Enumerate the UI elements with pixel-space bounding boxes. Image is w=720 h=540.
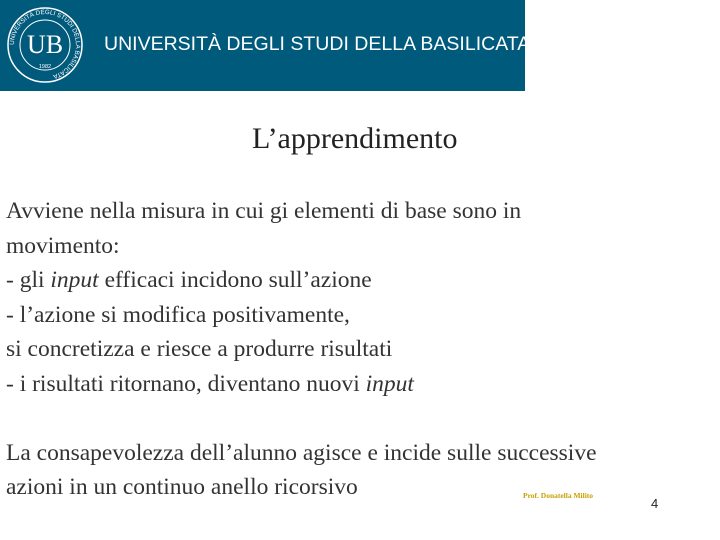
body-line: - gli input efficaci incidono sull’azione (6, 267, 372, 293)
body-line: Avviene nella misura in cui gi elementi di base sono in (6, 198, 522, 224)
author-credit: Prof. Donatella Milito (523, 491, 594, 500)
body-line: azioni in un continuo anello ricorsivo (6, 474, 358, 500)
university-name: UNIVERSITÀ DEGLI STUDI DELLA BASILICATA (104, 33, 531, 55)
slide-title: L’apprendimento (252, 122, 458, 155)
university-seal-logo (6, 6, 84, 84)
university-banner (0, 0, 531, 91)
body-line: La consapevolezza dell’alunno agisce e incide sulle successive (6, 439, 597, 466)
body-line: movimento: (6, 232, 120, 259)
body-line: - l’azione si modifica positivamente, (6, 301, 350, 328)
svg-text:UNIVERSITÀ DEGLI STUDI DELLA B: UNIVERSITÀ DEGLI STUDI DELLA BASILICATA (8, 8, 82, 80)
page-number: 4 (651, 496, 659, 511)
svg-text:UB: UB (26, 30, 64, 59)
body-line: - i risultati ritornano, diventano nuovi input (6, 370, 414, 397)
svg-text:1982: 1982 (38, 64, 52, 70)
body-line: si concretizza e riesce a produrre risultati (6, 336, 393, 362)
emphasis-input: input (365, 370, 414, 397)
paragraph-spacer (6, 401, 718, 436)
slide-body (6, 194, 718, 505)
emphasis-input: input (50, 267, 99, 293)
